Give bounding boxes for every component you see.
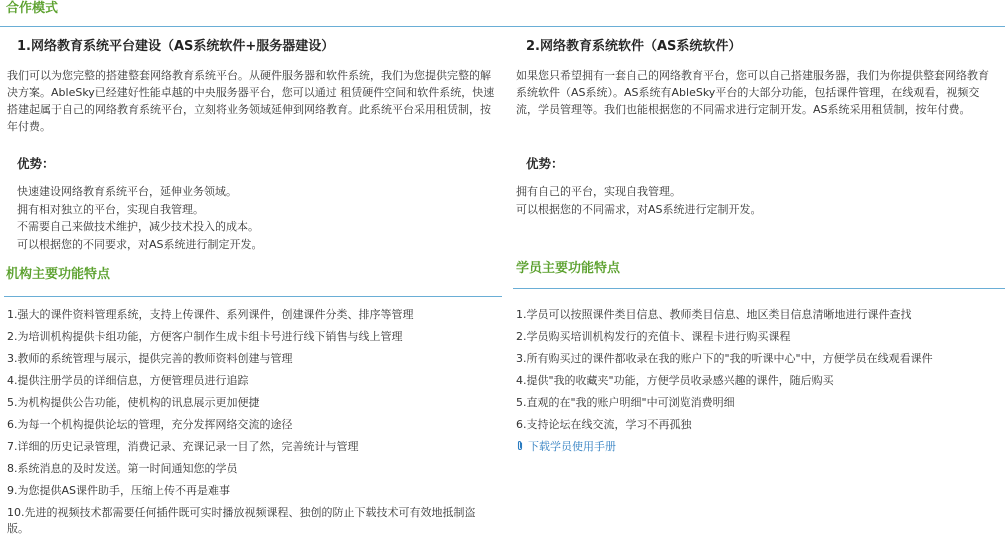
list-item: 3.教师的系统管理与展示，提供完善的教师资料创建与管理 <box>7 352 293 365</box>
list-item: 1.学员可以按照课件类目信息、教师类目信息、地区类目信息清晰地进行课件查找 <box>516 308 912 321</box>
list-item: 8.系统消息的及时发送。第一时间通知您的学员 <box>7 462 238 475</box>
option2-advantages-list <box>516 183 762 218</box>
list-item: 2.学员购买培训机构发行的充值卡、课程卡进行购买课程 <box>516 330 791 343</box>
divider-student <box>513 288 1005 289</box>
section-title-cooperation: 合作模式 <box>6 1 59 16</box>
list-item: 1.强大的课件资料管理系统，支持上传课件、系列课件，创建课件分类、排序等管理 <box>7 308 414 321</box>
list-item: 9.为您提供AS课件助手，压缩上传不再是难事 <box>7 484 231 497</box>
list-item: 5.为机构提供公告功能，使机构的讯息展示更加便捷 <box>7 396 260 409</box>
option2-heading: 2.网络教育系统软件（AS系统软件） <box>526 39 742 54</box>
download-manual-label: 下载学员使用手册 <box>528 440 616 453</box>
list-item: 4.提供"我的收藏夹"功能，方便学员收录感兴趣的课件，随后购买 <box>516 374 834 387</box>
paperclip-icon <box>516 440 524 451</box>
student-features-list <box>516 304 933 436</box>
option2-advantages-title: 优势： <box>526 156 564 171</box>
list-item: 3.所有购买过的课件都收录在我的账户下的"我的听课中心"中，方便学员在线观看课件 <box>516 352 933 365</box>
section-title-student-features: 学员主要功能特点 <box>516 261 621 276</box>
list-item: 5.直观的在"我的账户明细"中可浏览消费明细 <box>516 396 735 409</box>
section-title-org-features: 机构主要功能特点 <box>6 267 111 282</box>
list-item: 2.为培训机构提供卡组功能，方便客户制作生成卡组卡号进行线下销售与线上管理 <box>7 330 403 343</box>
advantage-item: 不需要自己来做技术维护，减少技术投入的成本。 <box>17 220 259 233</box>
advantage-item: 可以根据您的不同需求，对AS系统进行定制开发。 <box>516 202 762 216</box>
list-item: 4.提供注册学员的详细信息，方便管理员进行追踪 <box>7 374 249 387</box>
divider-top <box>0 26 1005 27</box>
option1-advantages-title: 优势： <box>17 156 55 171</box>
list-item: 6.支持论坛在线交流，学习不再孤独 <box>516 418 692 431</box>
option2-description: 如果您只希望拥有一套自己的网络教育平台，您可以自己搭建服务器，我们为你提供整套网络教育系统软件（AS系统）。AS系统有AbleSky平台的大部分功能，包括课件管理，在线观看，视频交流，学员管理等。我们也能根据您的不同需求进行定制开发。AS系统采用租赁制，按年付费。 <box>516 69 989 116</box>
advantage-item: 拥有自己的平台，实现自我管理。 <box>516 185 681 198</box>
org-features-list <box>7 304 497 537</box>
list-item: 6.为每一个机构提供论坛的管理，充分发挥网络交流的途径 <box>7 418 293 431</box>
list-item: 10.先进的视频技术都需要任何插件既可实时播放视频课程、独创的防止下载技术可有效地抵制盗版。 <box>7 506 476 535</box>
advantage-item: 可以根据您的不同要求，对AS系统进行制定开发。 <box>17 237 263 251</box>
advantage-item: 快速建设网络教育系统平台，延伸业务领域。 <box>17 185 237 198</box>
option1-description: 我们可以为您完整的搭建整套网络教育系统平台。从硬件服务器和软件系统，我们为您提供完整的解决方案。AbleSky已经建好性能卓越的中央服务器平台，您可以通过 租赁硬件空间和软件系统，快速搭建起属于自己的网络教育系统平台，立刻将业务领域延伸到网络教育。此系统平台采用租赁制，按年付费。 <box>7 69 495 133</box>
list-item: 7.详细的历史记录管理，消费记录、充课记录一目了然，完善统计与管理 <box>7 440 359 453</box>
divider-org <box>4 296 502 297</box>
advantage-item: 拥有相对独立的平台，实现自我管理。 <box>17 202 204 216</box>
option1-heading: 1.网络教育系统平台建设（AS系统软件+服务器建设） <box>17 39 335 54</box>
download-manual-link[interactable] <box>516 439 616 455</box>
option1-advantages-list <box>17 183 263 253</box>
